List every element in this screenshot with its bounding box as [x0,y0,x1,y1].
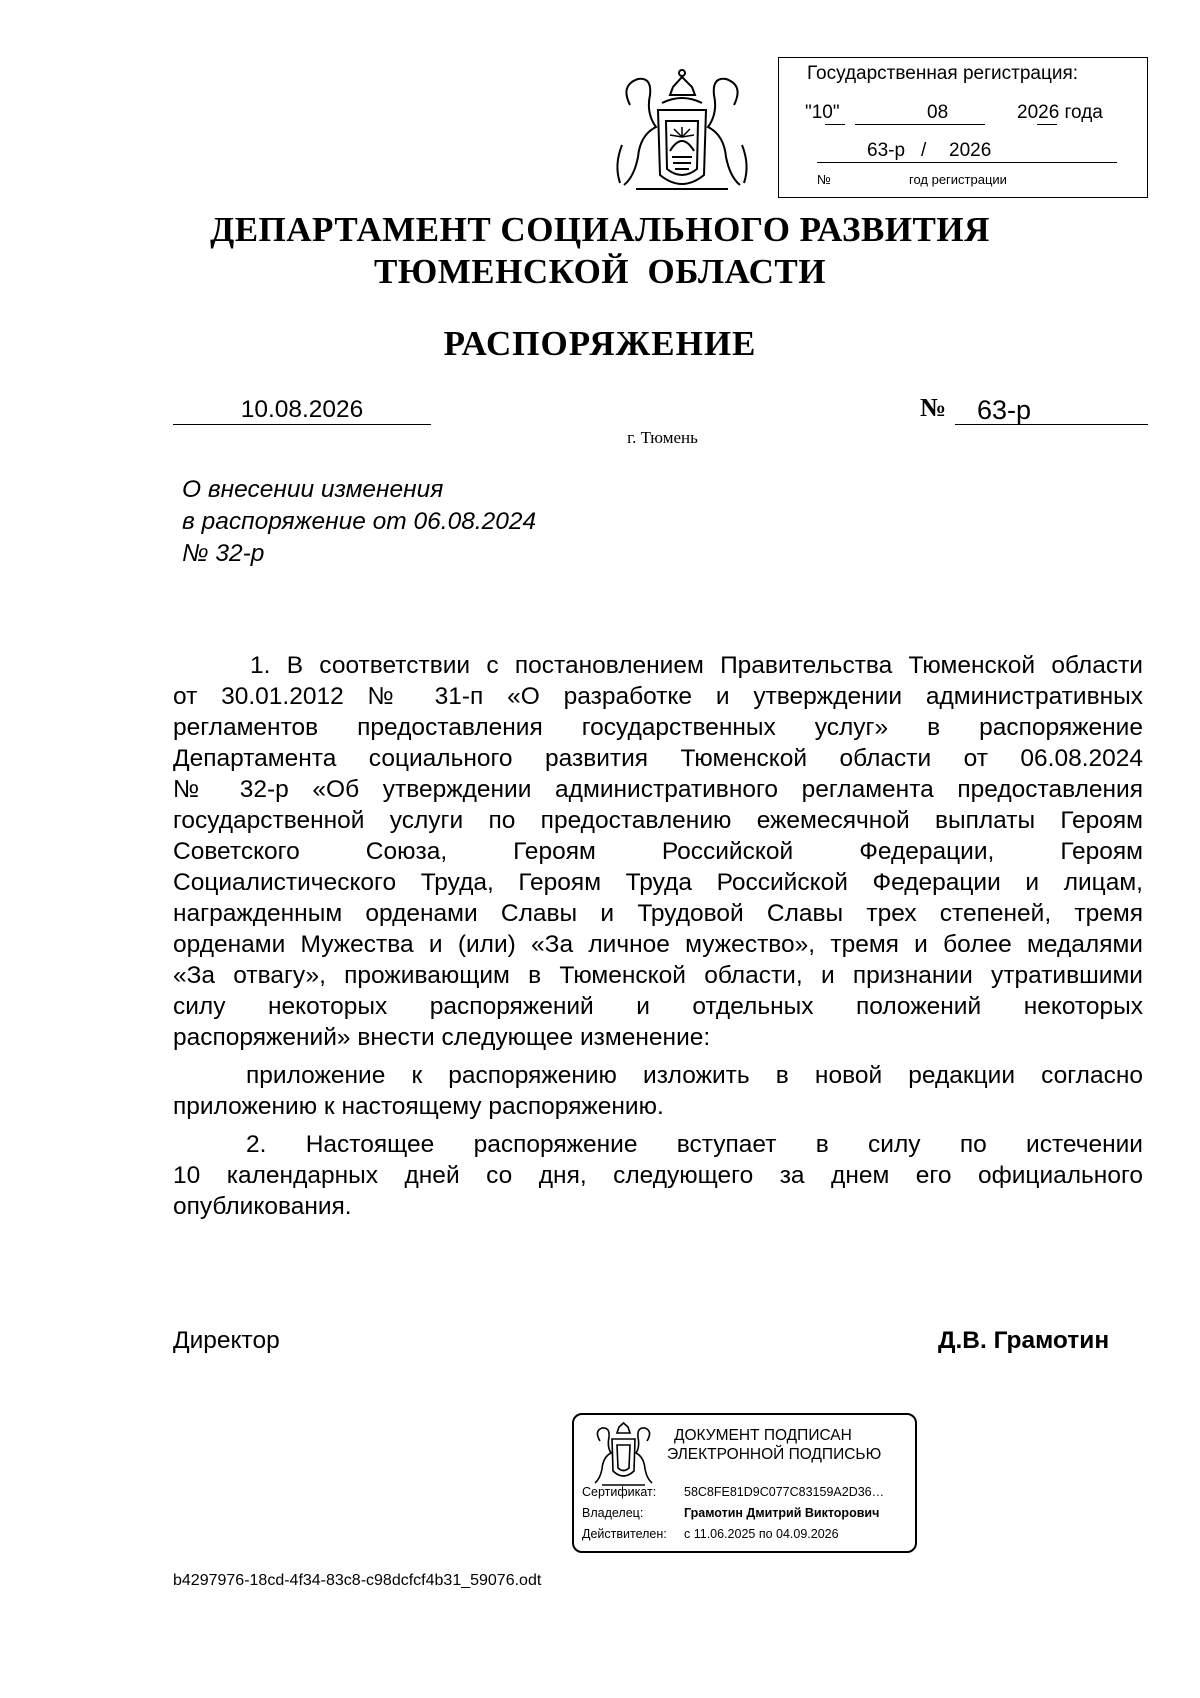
validity-label: Действителен: [582,1527,667,1541]
paragraph-line: приложение к распоряжению изложить в новой редакции согласно [246,1062,1143,1089]
department-name-line2: ТЮМЕНСКОЙ ОБЛАСТИ [373,252,827,291]
document-date-value: 10.08.2026 [240,396,364,423]
paragraph-1 [173,650,1143,1053]
paragraph-line: опубликования. [173,1193,352,1220]
footer-filename: b4297976-18cd-4f34-83c8-c98dcfcf4b31_59076.odt [173,1572,542,1589]
document-type-title: РАСПОРЯЖЕНИЕ [443,324,757,363]
signer-position: Директор [173,1327,280,1354]
signer-name: Д.В. Грамотин [938,1327,1110,1354]
owner-label: Владелец: [582,1506,644,1520]
e-signature-title-line1: ДОКУМЕНТ ПОДПИСАН [674,1427,852,1444]
registration-caption-number: № [817,172,831,187]
registration-month: 08 [927,102,949,123]
subject-block [182,474,536,570]
e-signature-title-line2: ЭЛЕКТРОННОЙ ПОДПИСЬЮ [667,1446,882,1463]
registration-slash: / [921,140,927,161]
registration-day: "10" [805,102,840,123]
paragraph-line: Департамента социального развития Тюменской области от 06.08.2024 [173,745,1143,772]
validity-value: с 11.06.2025 по 04.09.2026 [684,1527,839,1541]
owner-value: Грамотин Дмитрий Викторович [684,1506,880,1520]
paragraph-line: «За отвагу», проживающим в Тюменской области, и признании утратившими [173,962,1143,989]
registration-reg-year: 2026 [949,140,992,161]
subject-line: № 32-р [182,540,265,567]
department-name-line1: ДЕПАРТАМЕНТ СОЦИАЛЬНОГО РАЗВИТИЯ [210,210,990,249]
document-number-sign: № [920,393,947,422]
paragraph-line: награжденным орденами Славы и Трудовой Славы трех степеней, тремя [173,900,1143,927]
paragraph-line: 1. В соответствии с постановлением Правительства Тюменской области [250,652,1143,679]
document-date [173,396,431,425]
paragraph-line: силу некоторых распоряжений и отдельных положений некоторых [173,993,1143,1020]
registration-stamp [778,57,1148,198]
registration-year: 2026 года [1017,102,1103,123]
certificate-value: 58C8FE81D9C077C83159A2D36… [684,1485,885,1499]
paragraph-3 [173,1129,1143,1222]
city-name: г. Тюмень [627,428,698,447]
certificate-label: Сертификат: [582,1485,657,1499]
paragraph-line: от 30.01.2012 № 31-п «О разработке и утверждении административных [173,683,1143,710]
electronic-signature-stamp [572,1413,917,1553]
document-number-value: 63-р [977,395,1032,425]
registration-number: 63-р [867,140,906,161]
paragraph-line: Советского Союза, Героям Российской Федерации, Героям [173,838,1143,865]
subject-line: в распоряжение от 06.08.2024 [182,508,537,535]
paragraph-line: № 32-р «Об утверждении административного регламента предоставления [173,776,1143,803]
paragraph-2 [173,1060,1143,1122]
paragraph-line: государственной услуги по предоставлению ежемесячной выплаты Героям [173,807,1143,834]
coat-of-arms-emblem [600,65,765,205]
stamp-emblem-icon [586,1421,661,1489]
paragraph-line: 10 календарных дней со дня, следующего за днем его официального [173,1162,1143,1189]
registration-title: Государственная регистрация: [807,63,1079,84]
registration-caption-year: год регистрации [909,172,1007,187]
paragraph-line: регламентов предоставления государственных услуг» в распоряжение [173,714,1143,741]
paragraph-line: Социалистического Труда, Героям Труда Российской Федерации и лицам, [173,869,1143,896]
document-number [955,396,1148,425]
paragraph-line: 2. Настоящее распоряжение вступает в силу по истечении [246,1131,1143,1158]
paragraph-line: орденами Мужества и (или) «За личное мужество», тремя и более медалями [173,931,1143,958]
subject-line: О внесении изменения [182,476,444,503]
paragraph-line: приложению к настоящему распоряжению. [173,1093,664,1120]
paragraph-line: распоряжений» внести следующее изменение: [173,1024,711,1051]
